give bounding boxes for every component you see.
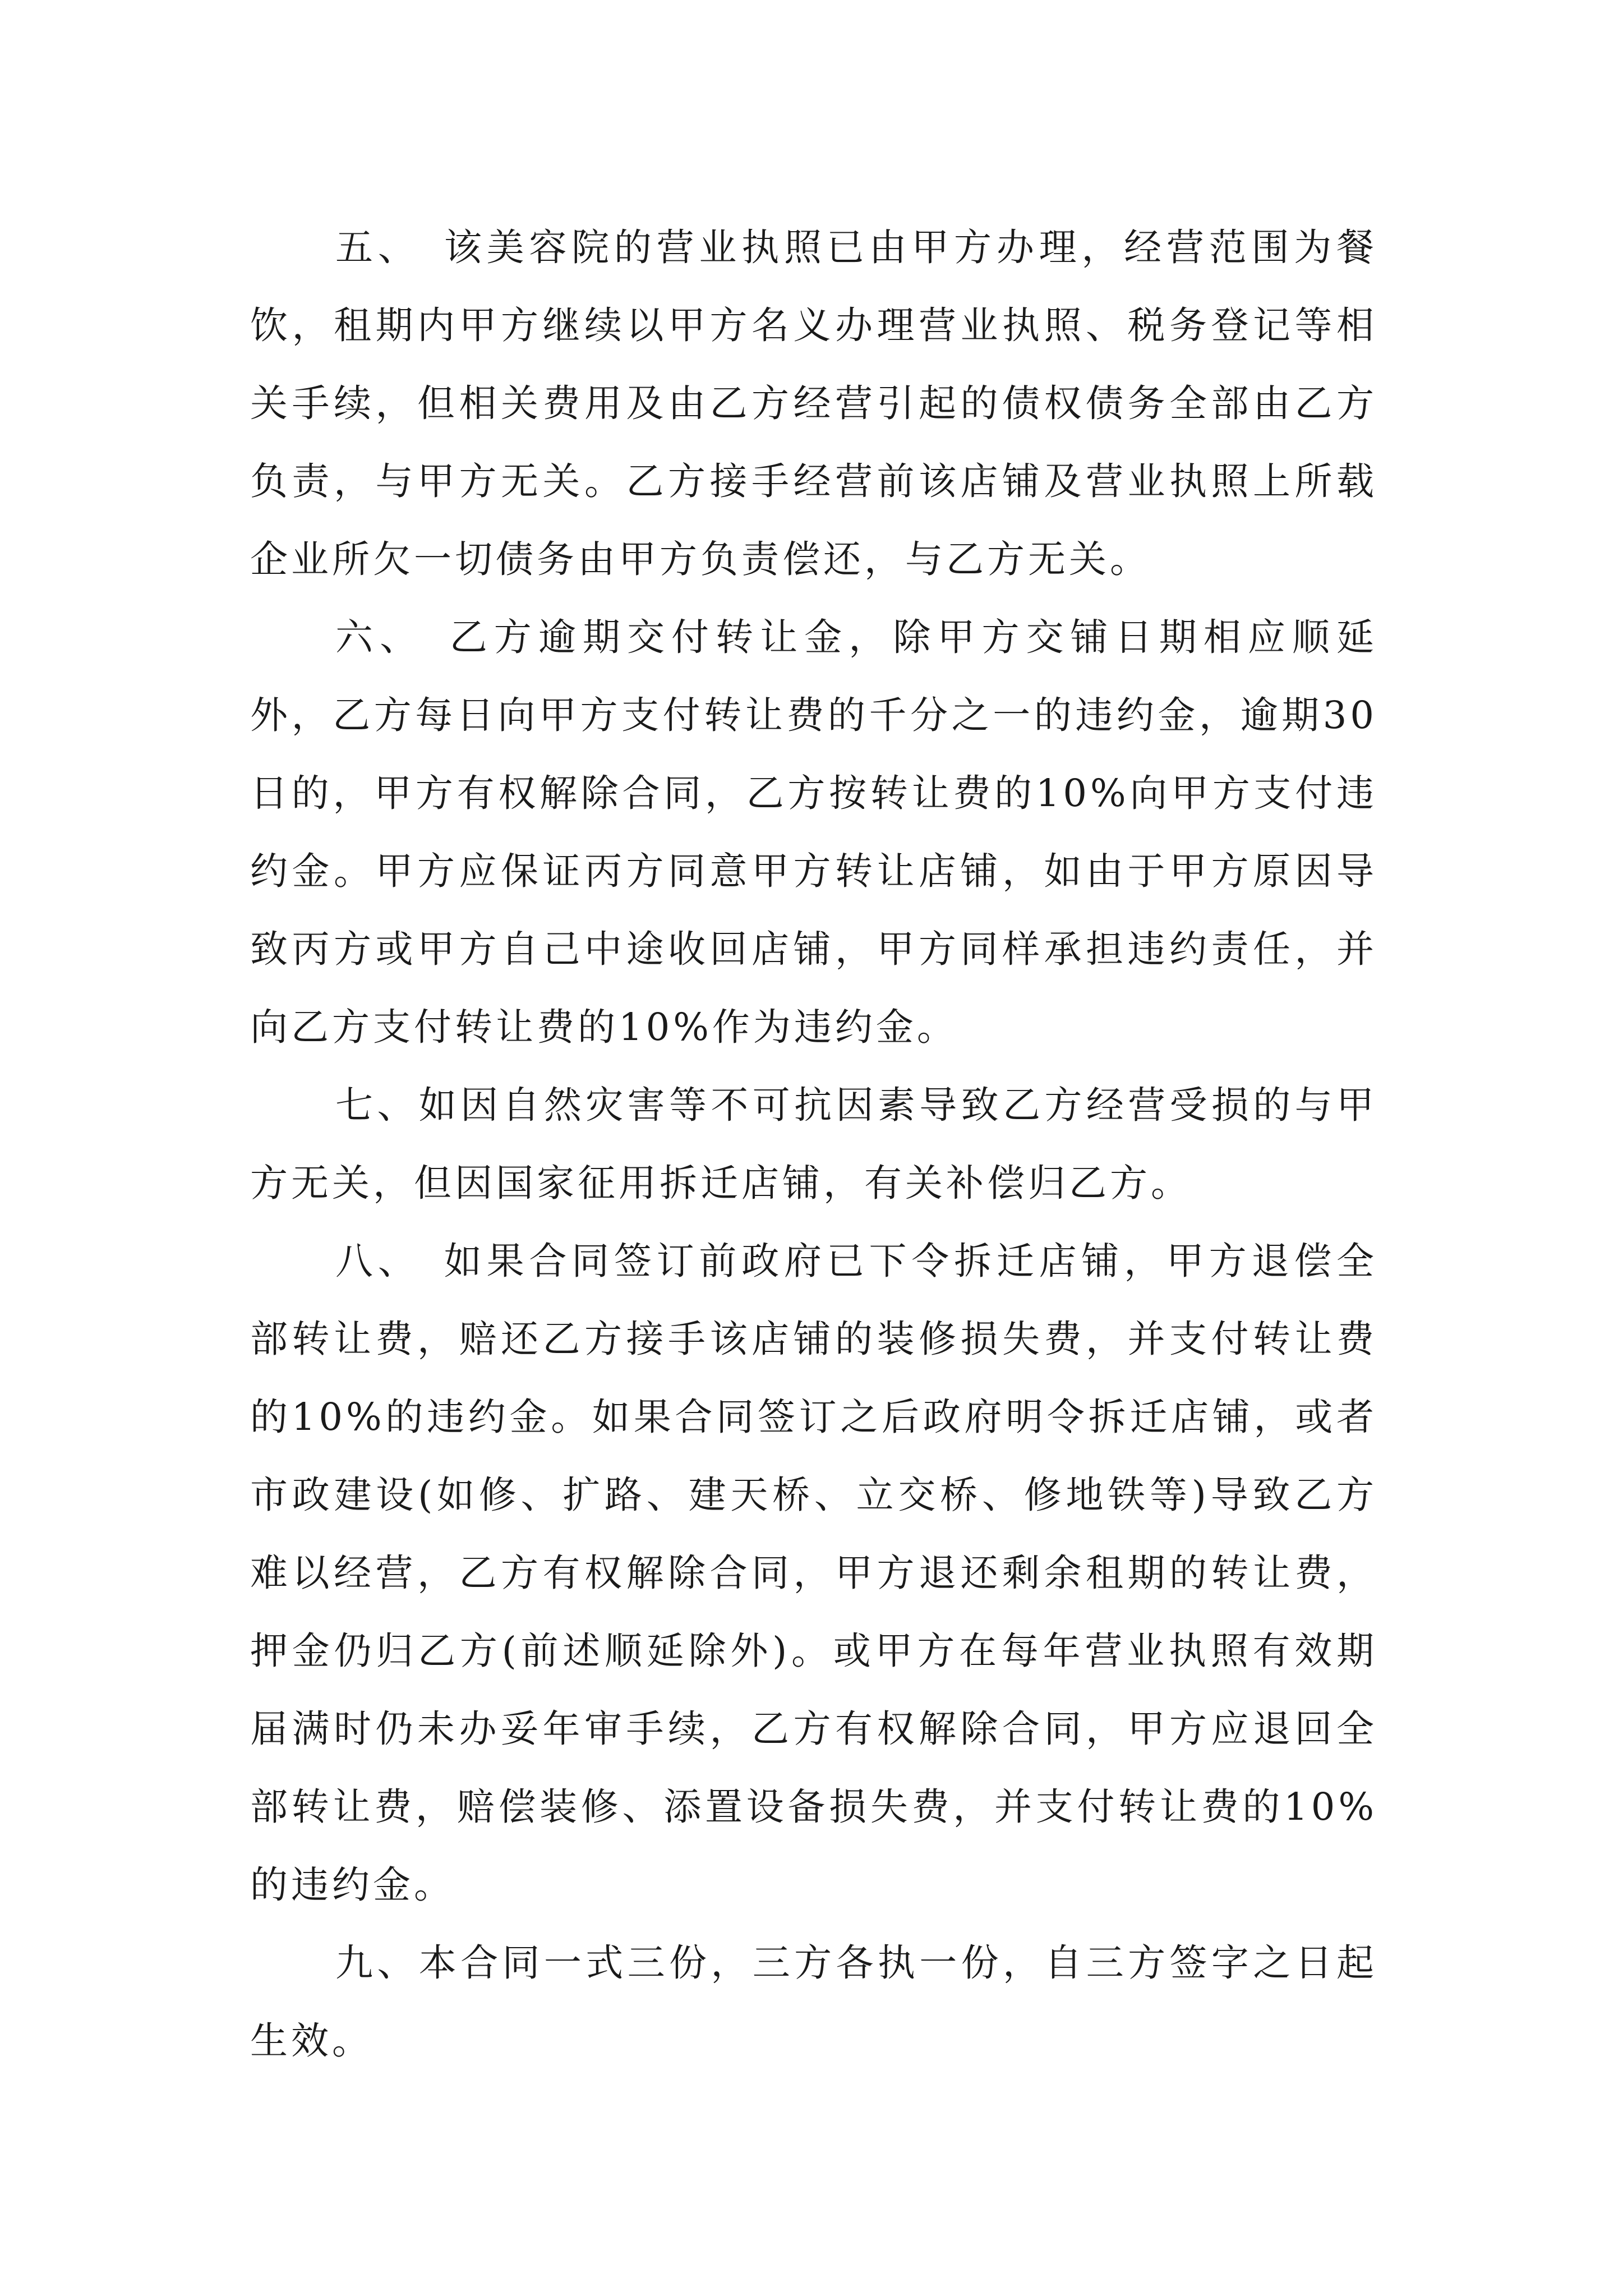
clause-nine: 九、本合同一式三份，三方各执一份，自三方签字之日起生效。 xyxy=(250,1941,1377,2063)
clause-five: 五、 该美容院的营业执照已由甲方办理，经营范围为餐饮，租期内甲方继续以甲方名义办理营业执照、税务登记等相关手续，但相关费用及由乙方经营引起的债权债务全部由乙方负责，与甲方无关。乙方接手经营前该店铺及营业执照上所载企业所欠一切债务由甲方负责偿还，与乙方无关。 xyxy=(250,226,1377,581)
contract-body xyxy=(250,209,1377,2080)
clause-seven: 七、如因自然灾害等不可抗因素导致乙方经营受损的与甲方无关，但因国家征用拆迁店铺，有关补偿归乙方。 xyxy=(250,1083,1377,1205)
clause-eight: 八、 如果合同签订前政府已下令拆迁店铺，甲方退偿全部转让费，赔还乙方接手该店铺的装修损失费，并支付转让费的10%的违约金。如果合同签订之后政府明令拆迁店铺，或者市政建设(如修、扩路、建天桥、立交桥、修地铁等)导致乙方难以经营，乙方有权解除合同，甲方退还剩余租期的转让费，押金仍归乙方(前述顺延除外)。或甲方在每年营业执照有效期届满时仍未办妥年审手续，乙方有权解除合同，甲方应退回全部转让费，赔偿装修、添置设备损失费，并支付转让费的10%的违约金。 xyxy=(250,1239,1377,1907)
clause-six: 六、 乙方逾期交付转让金，除甲方交铺日期相应顺延外，乙方每日向甲方支付转让费的千分之一的违约金，逾期30日的，甲方有权解除合同，乙方按转让费的10%向甲方支付违约金。甲方应保证丙方同意甲方转让店铺，如由于甲方原因导致丙方或甲方自己中途收回店铺，甲方同样承担违约责任，并向乙方支付转让费的10%作为违约金。 xyxy=(250,615,1377,1049)
